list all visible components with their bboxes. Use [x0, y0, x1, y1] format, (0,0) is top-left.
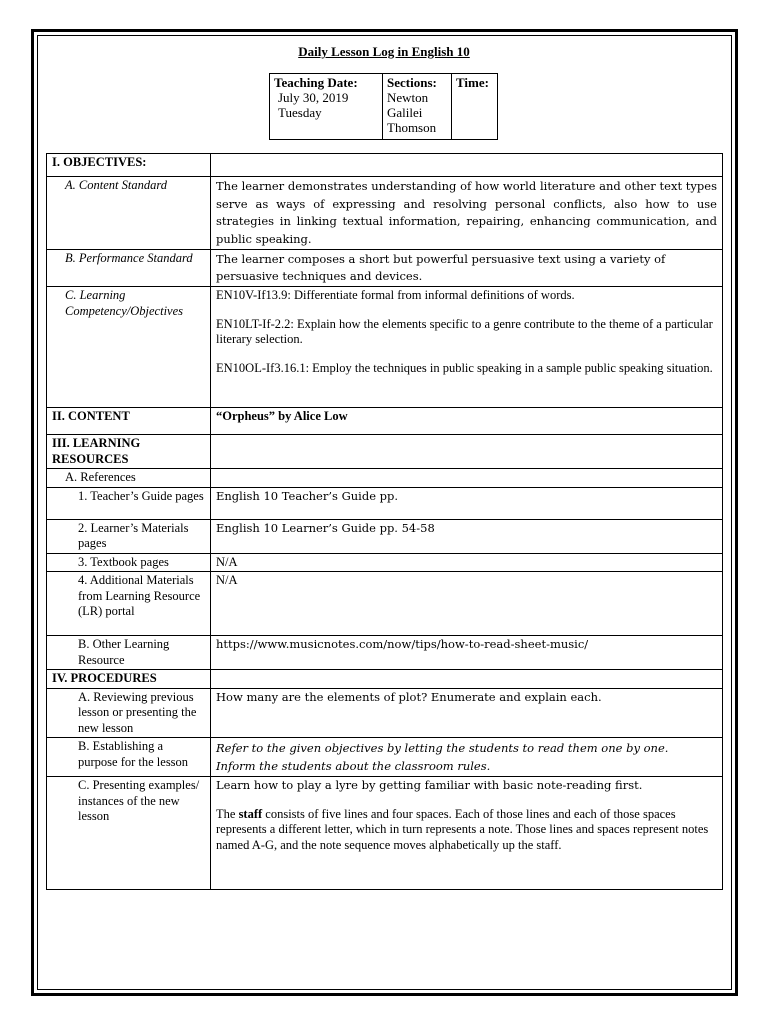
- table-row: [47, 553, 723, 572]
- procedure-a-label: A. Reviewing previous lesson or presenting the new lesson: [47, 688, 211, 738]
- teachers-guide-value: English 10 Teacher’s Guide pp.: [211, 487, 723, 519]
- procedure-a-text: How many are the elements of plot? Enumerate and explain each.: [211, 688, 723, 738]
- teaching-date-value: July 30, 2019: [278, 90, 349, 105]
- procedure-b-line: Inform the students about the classroom rules.: [216, 759, 491, 773]
- table-row: [47, 519, 723, 553]
- content-standard-label: A. Content Standard: [47, 177, 211, 250]
- performance-standard-text: The learner composes a short but powerful persuasive text using a variety of persuasive techniques and devices.: [211, 250, 723, 287]
- teaching-date-label: Teaching Date:: [274, 75, 358, 90]
- content-heading: II. CONTENT: [47, 408, 211, 435]
- additional-materials-label: 4. Additional Materials from Learning Resource (LR) portal: [47, 572, 211, 636]
- competency-item: EN10OL-If3.16.1: Employ the techniques in public speaking in a sample public speaking situation.: [216, 360, 713, 375]
- lesson-log-table: [46, 153, 723, 890]
- competency-cell: [211, 287, 723, 408]
- sections-label: Sections:: [387, 75, 437, 90]
- learners-materials-label: 2. Learner’s Materials pages: [47, 519, 211, 553]
- resources-heading: III. LEARNING RESOURCES: [47, 435, 211, 469]
- references-label: A. References: [47, 469, 211, 488]
- section-item: Galilei: [387, 105, 423, 120]
- section-item: Thomson: [387, 120, 437, 135]
- section-item: Newton: [387, 90, 429, 105]
- table-row: [47, 250, 723, 287]
- procedure-b-cell: [211, 738, 723, 777]
- table-row: [47, 777, 723, 890]
- textbook-value: N/A: [211, 553, 723, 572]
- competency-item: EN10V-If13.9: Differentiate formal from informal definitions of words.: [216, 288, 575, 302]
- table-row: [47, 435, 723, 469]
- table-row: [47, 688, 723, 738]
- procedure-c-cell: [211, 777, 723, 890]
- table-row: [47, 738, 723, 777]
- procedure-b-line: Refer to the given objectives by letting the students to read them one by one.: [216, 741, 669, 755]
- table-row: [47, 154, 723, 177]
- staff-term: staff: [238, 806, 263, 821]
- staff-pre: The: [216, 806, 239, 821]
- table-row: [47, 670, 723, 689]
- teachers-guide-label: 1. Teacher’s Guide pages: [47, 487, 211, 519]
- staff-post: consists of five lines and four spaces. Each of those lines and each of those spaces represents a different letter, which in turn represents a note. Those lines and spaces represent notes named A-G, and the note sequence moves alphabetically up the staff.: [216, 806, 709, 852]
- procedures-heading: IV. PROCEDURES: [47, 670, 211, 689]
- additional-materials-value: N/A: [211, 572, 723, 636]
- competency-label-line2: Competency/Objectives: [65, 303, 184, 318]
- time-label: Time:: [456, 75, 489, 90]
- table-row: [47, 177, 723, 250]
- time-cell: [452, 74, 498, 140]
- table-row: [47, 572, 723, 636]
- teaching-day-value: Tuesday: [278, 105, 322, 120]
- procedure-b-label: B. Establishing a purpose for the lesson: [47, 738, 211, 777]
- performance-standard-label: B. Performance Standard: [47, 250, 211, 287]
- procedure-c-line: Learn how to play a lyre by getting familiar with basic note-reading first.: [216, 778, 643, 792]
- table-row: [47, 487, 723, 519]
- sections-cell: [383, 74, 452, 140]
- table-row: [47, 469, 723, 488]
- content-value: “Orpheus” by Alice Low: [211, 408, 723, 435]
- table-row: [47, 287, 723, 408]
- table-row: [47, 408, 723, 435]
- teaching-date-cell: [270, 74, 383, 140]
- table-row: [47, 636, 723, 670]
- header-table: [269, 73, 498, 140]
- objectives-heading: I. OBJECTIVES:: [47, 154, 211, 177]
- content-standard-text: The learner demonstrates understanding of how world literature and other text types serve as ways of expressing and resolving personal conflicts, also how to use strategies in linking textual information, repairing, enhancing communication, and public speaking.: [211, 177, 723, 250]
- competency-item: EN10LT-If-2.2: Explain how the elements specific to a genre contribute to the theme of a particular literary selection.: [216, 316, 713, 346]
- other-resource-link[interactable]: https://www.musicnotes.com/now/tips/how-to-read-sheet-music/: [211, 636, 723, 670]
- textbook-label: 3. Textbook pages: [47, 553, 211, 572]
- competency-label: [47, 287, 211, 408]
- procedure-c-paragraph: [216, 807, 717, 854]
- other-resource-label: B. Other Learning Resource: [47, 636, 211, 670]
- page-title: Daily Lesson Log in English 10: [298, 44, 470, 59]
- learners-materials-value: English 10 Learner’s Guide pp. 54-58: [211, 519, 723, 553]
- procedure-c-label: C. Presenting examples/ instances of the new lesson: [47, 777, 211, 890]
- competency-label-line1: C. Learning: [65, 288, 126, 302]
